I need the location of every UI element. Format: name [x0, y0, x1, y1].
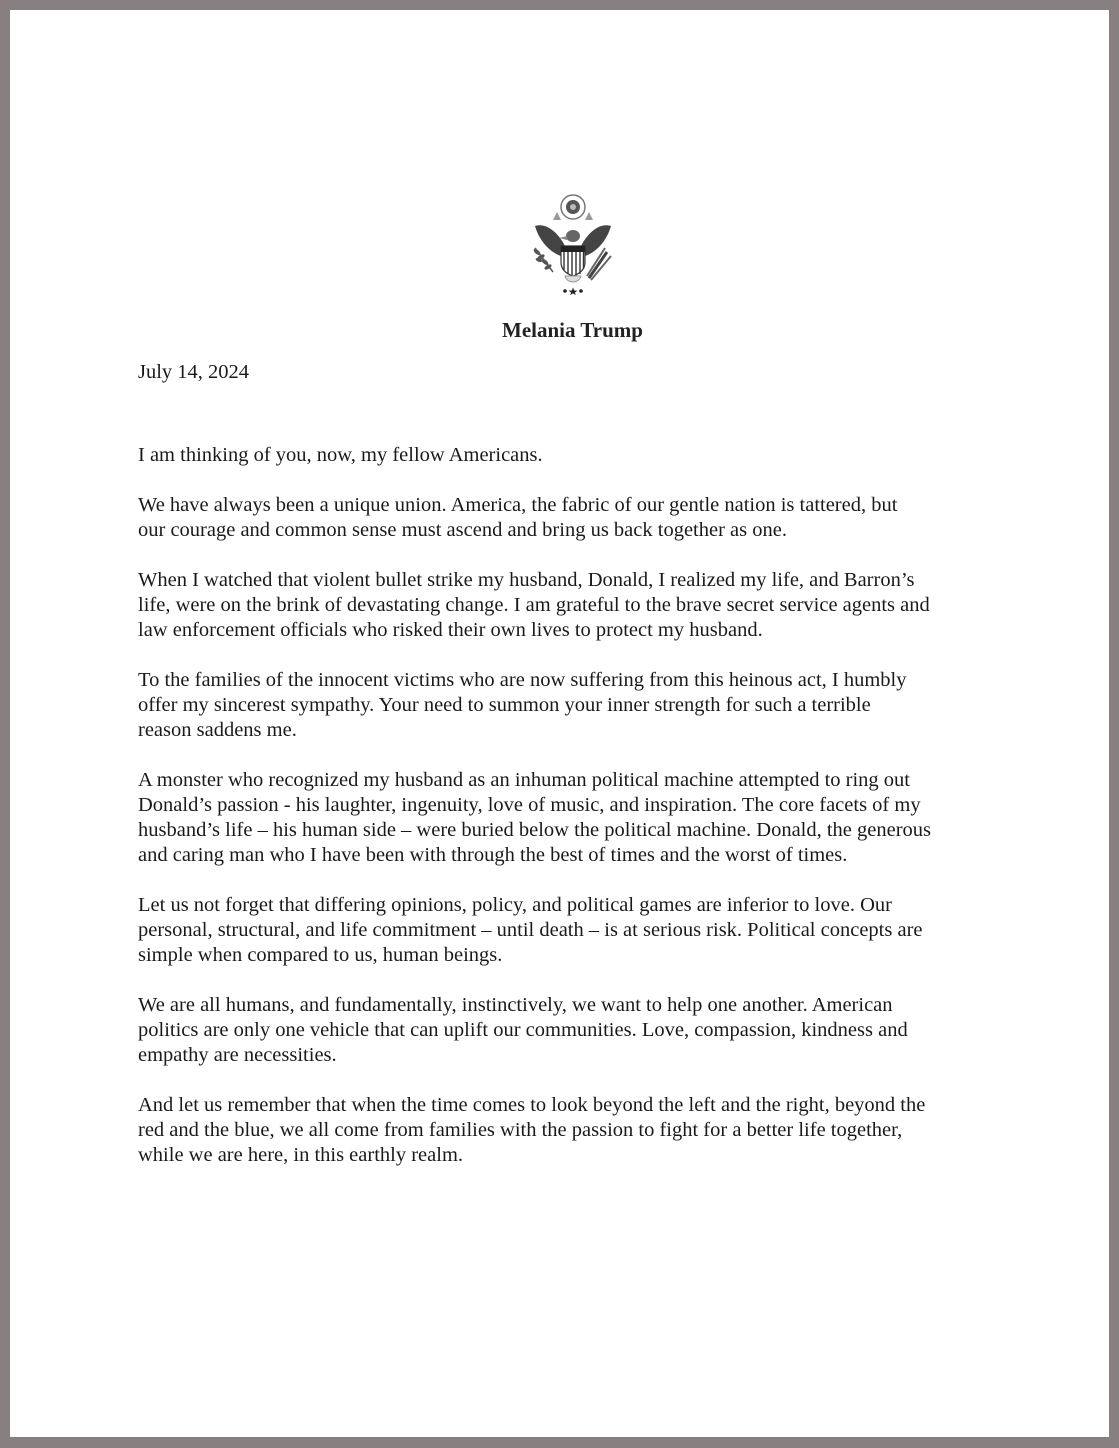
paragraph-line: When I watched that violent bullet strike my husband, Donald, I realized my life, and Barron’s — [138, 569, 915, 591]
paragraph-line: life, were on the brink of devastating change. I am grateful to the brave secret service agents and — [138, 594, 930, 616]
paragraph-line: law enforcement officials who risked their own lives to protect my husband. — [138, 619, 763, 641]
paragraph-line: Donald’s passion - his laughter, ingenuity, love of music, and inspiration. The core facets of my — [138, 794, 921, 816]
great-seal-eagle-icon — [527, 190, 619, 295]
paragraph-line: To the families of the innocent victims who are now suffering from this heinous act, I humbly — [138, 669, 907, 691]
paragraph-line: our courage and common sense must ascend and bring us back together as one. — [138, 519, 787, 541]
letter-paragraph — [138, 1093, 1018, 1168]
letter-paragraph — [138, 443, 1018, 468]
paragraph-line: I am thinking of you, now, my fellow Americans. — [138, 444, 543, 466]
paragraph-line: offer my sincerest sympathy. Your need to summon your inner strength for such a terrible — [138, 694, 871, 716]
paragraph-line: We are all humans, and fundamentally, instinctively, we want to help one another. American — [138, 994, 893, 1016]
letter-date: July 14, 2024 — [138, 361, 250, 383]
letter-paragraph — [138, 893, 1018, 968]
letter-page — [10, 10, 1109, 1437]
paragraph-line: We have always been a unique union. America, the fabric of our gentle nation is tattered, but — [138, 494, 898, 516]
letter-paragraph — [138, 493, 1018, 543]
paragraph-line: red and the blue, we all come from families with the passion to fight for a better life together, — [138, 1119, 903, 1141]
paragraph-line: while we are here, in this earthly realm. — [138, 1144, 464, 1166]
seal-stars — [563, 288, 583, 296]
letter-paragraph — [138, 568, 1018, 643]
paragraph-line: personal, structural, and life commitment – until death – is at serious risk. Political concepts are — [138, 919, 923, 941]
paragraph-line: politics are only one vehicle that can uplift our communities. Love, compassion, kindness and — [138, 1019, 908, 1041]
paragraph-line: reason saddens me. — [138, 719, 297, 741]
letter-paragraph — [138, 768, 1018, 868]
letter-paragraph — [138, 993, 1018, 1068]
paragraph-line: and caring man who I have been with through the best of times and the worst of times. — [138, 844, 848, 866]
letter-paragraph — [138, 668, 1018, 743]
paragraph-line: empathy are necessities. — [138, 1044, 337, 1066]
paragraph-line: simple when compared to us, human beings. — [138, 944, 503, 966]
paragraph-line: And let us remember that when the time comes to look beyond the left and the right, beyond the — [138, 1094, 926, 1116]
paragraph-line: Let us not forget that differing opinions, policy, and political games are inferior to love. Our — [138, 894, 892, 916]
paragraph-line: A monster who recognized my husband as an inhuman political machine attempted to ring out — [138, 769, 910, 791]
letter-body — [138, 443, 1018, 1193]
paragraph-line: husband’s life – his human side – were buried below the political machine. Donald, the generous — [138, 819, 932, 841]
seal-olive-branch — [533, 248, 553, 272]
letterhead-name: Melania Trump — [502, 318, 643, 342]
